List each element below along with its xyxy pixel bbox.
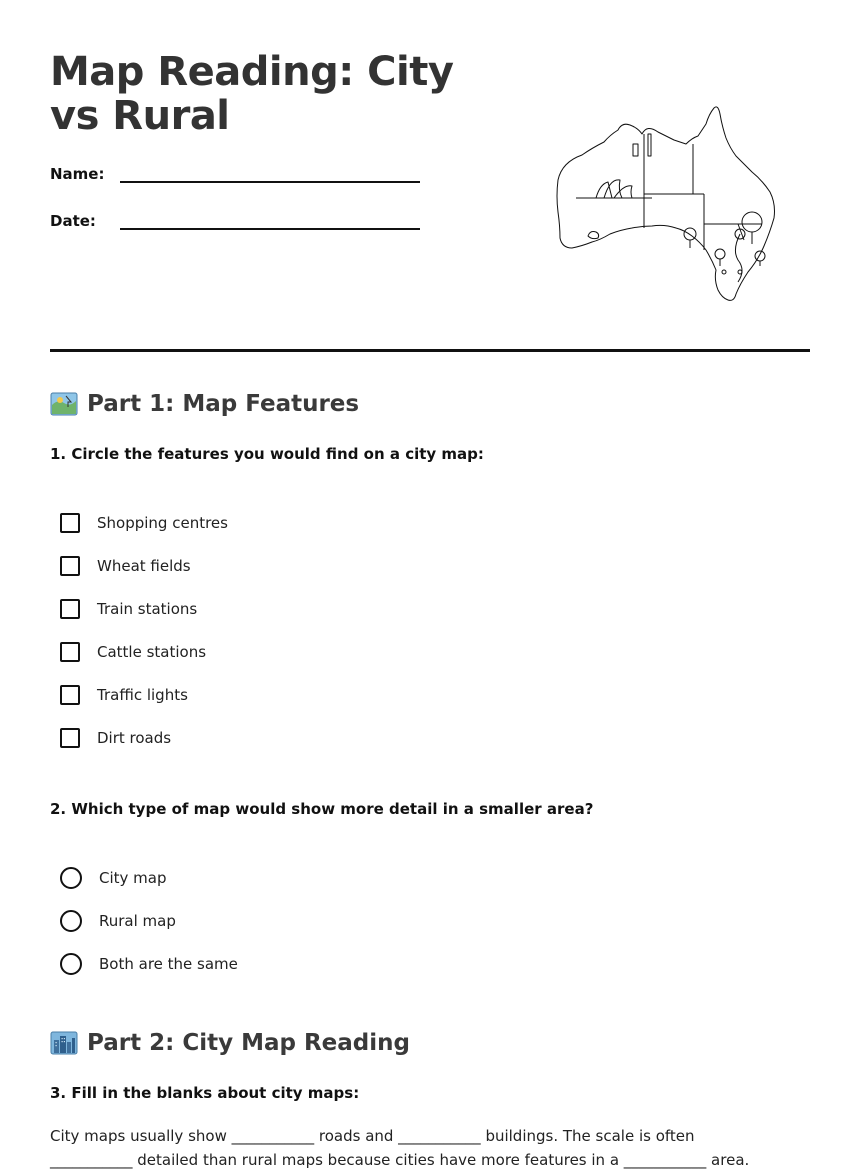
fill-blank-paragraph: City maps usually show ___________ roads and ___________ buildings. The scale is often ___________ detailed than rural maps because cities have more features in a ___________ area. [50, 1127, 750, 1169]
radio-button[interactable] [60, 867, 82, 889]
checkbox[interactable] [60, 642, 80, 662]
q2-option[interactable] [60, 866, 167, 890]
question-3: 3. Fill in the blanks about city maps: [50, 1084, 360, 1102]
name-line[interactable] [120, 181, 420, 183]
radio-button[interactable] [60, 910, 82, 932]
date-field [50, 212, 420, 242]
option-label: City map [99, 869, 167, 887]
question-1: 1. Circle the features you would find on a city map: [50, 445, 484, 463]
australia-map-icon [552, 100, 782, 310]
map-icon [50, 391, 78, 417]
part2-title: Part 2: City Map Reading [87, 1030, 410, 1056]
option-label: Rural map [99, 912, 176, 930]
date-line[interactable] [120, 228, 420, 230]
part2-heading [50, 1027, 410, 1059]
checkbox[interactable] [60, 556, 80, 576]
q1-option[interactable] [60, 511, 228, 535]
name-field [50, 165, 420, 195]
q1-option[interactable] [60, 726, 171, 750]
part1-title: Part 1: Map Features [87, 391, 360, 417]
option-label: Cattle stations [97, 643, 207, 661]
worksheet-title: Map Reading: City vs Rural [50, 49, 454, 139]
question-2: 2. Which type of map would show more detail in a smaller area? [50, 800, 594, 818]
checkbox[interactable] [60, 728, 80, 748]
checkbox[interactable] [60, 599, 80, 619]
option-label: Wheat fields [97, 557, 191, 575]
option-label: Shopping centres [97, 514, 228, 532]
checkbox[interactable] [60, 685, 80, 705]
part1-heading [50, 388, 359, 420]
q2-option[interactable] [60, 909, 176, 933]
cityscape-icon [50, 1030, 78, 1056]
q1-option[interactable] [60, 554, 191, 578]
q2-option[interactable] [60, 952, 238, 976]
option-label: Train stations [97, 600, 198, 618]
option-label: Dirt roads [97, 729, 172, 747]
date-label: Date: [50, 212, 96, 230]
q1-option[interactable] [60, 640, 206, 664]
option-label: Both are the same [99, 955, 238, 973]
q1-option[interactable] [60, 683, 188, 707]
option-label: Traffic lights [97, 686, 188, 704]
checkbox[interactable] [60, 513, 80, 533]
header-divider [50, 349, 810, 352]
q1-option[interactable] [60, 597, 197, 621]
radio-button[interactable] [60, 953, 82, 975]
name-label: Name: [50, 165, 105, 183]
